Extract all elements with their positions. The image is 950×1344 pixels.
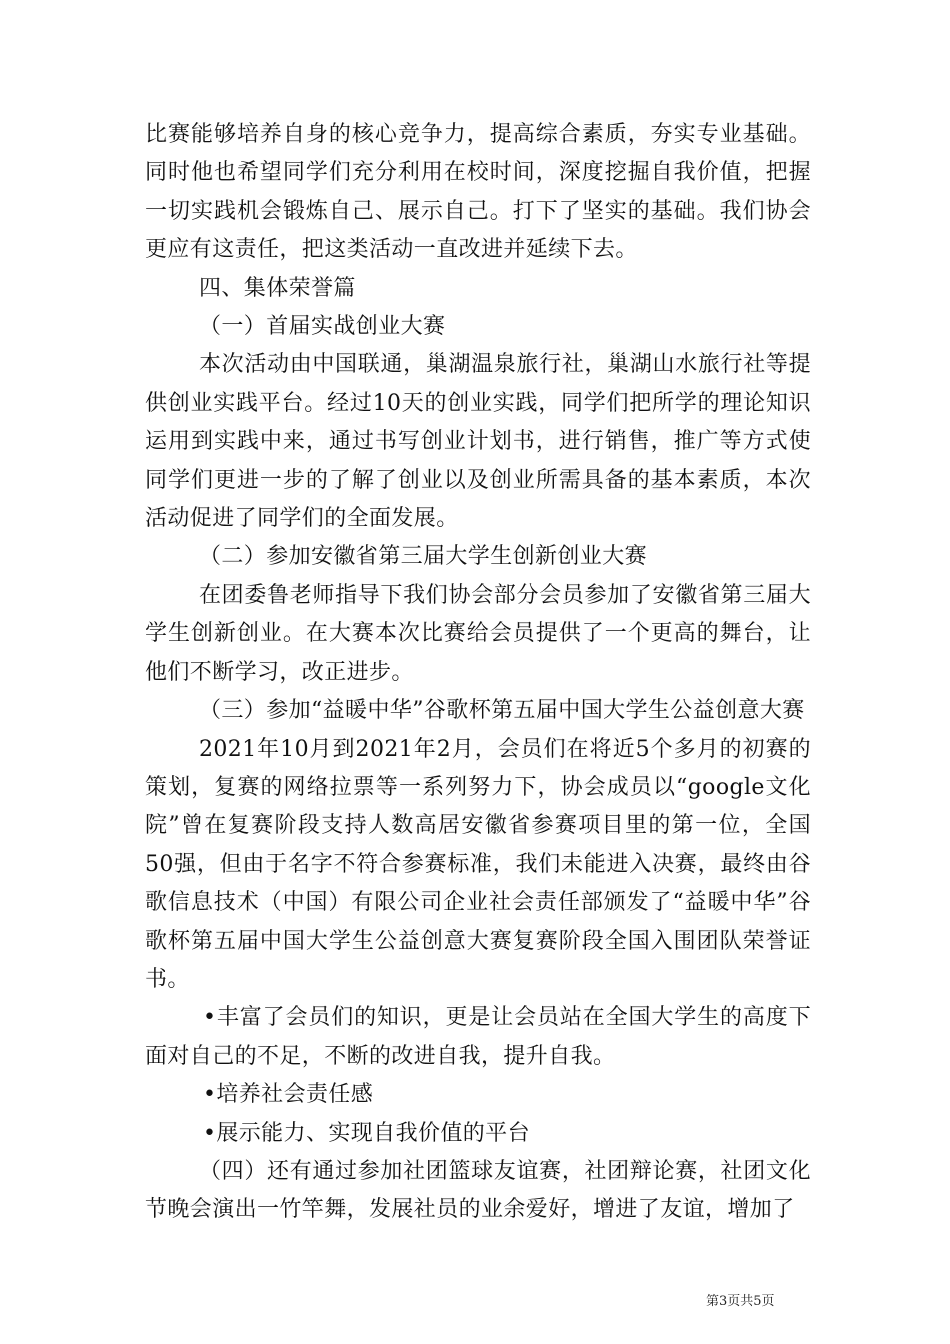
paragraph-continuation: 比赛能够培养自身的核心竞争力，提高综合素质，夯实专业基础。同时他也希望同学们充分利用在校时间，深度挖掘自我价值，把握一切实践机会锻炼自己、展示自己。打下了坚实的基础。我们协会更应有这责任，把这类活动一直改进并延续下去。 (145, 122, 811, 263)
paragraph-anhui-innovation-contest: 在团委鲁老师指导下我们协会部分会员参加了安徽省第三届大学生创新创业。在大赛本次比赛给会员提供了一个更高的舞台，让他们不断学习，改正进步。 (145, 582, 811, 685)
paragraph-entrepreneurship-contest: 本次活动由中国联通，巢湖温泉旅行社，巢湖山水旅行社等提供创业实践平台。经过10天的创业实践，同学们把所学的理论知识运用到实践中来，通过书写创业计划书，进行销售，推广等方式使同学们更进一步的了解了创业以及创业所需具备的基本素质，本次活动促进了同学们的全面发展。 (145, 352, 811, 532)
bullet-item-knowledge: •丰富了会员们的知识，更是让会员站在全国大学生的高度下面对自己的不足，不断的改进自我，提升自我。 (145, 1005, 811, 1069)
section-heading-collective-honors: 四、集体荣誉篇 (199, 275, 356, 301)
paragraph-google-cup-contest: 2021年10月到2021年2月，会员们在将近5个多月的初赛的策划，复赛的网络拉票等一系列努力下，协会成员以“google文化院”曾在复赛阶段支持人数高居安徽省参赛项目里的第一位，全国50强，但由于名字不符合参赛标准，我们未能进入决赛，最终由谷歌信息技术（中国）有限公司企业社会责任部颁发了“益暖中华”谷歌杯第五届中国大学生公益创意大赛复赛阶段全国入围团队荣誉证书。 (145, 736, 811, 992)
subheading-google-cup-contest: （三）参加“益暖中华”谷歌杯第五届中国大学生公益创意大赛 (199, 698, 805, 724)
bullet-item-social-responsibility: •培养社会责任感 (203, 1082, 374, 1108)
bullet-item-self-value: •展示能力、实现自我价值的平台 (203, 1120, 530, 1146)
page-number-footer: 第3页共5页 (706, 1294, 775, 1309)
subheading-anhui-innovation-contest: （二）参加安徽省第三届大学生创新创业大赛 (199, 544, 648, 570)
subheading-first-entrepreneurship-contest: （一）首届实战创业大赛 (199, 314, 446, 340)
paragraph-other-activities: （四）还有通过参加社团篮球友谊赛，社团辩论赛，社团文化节晚会演出一竹竿舞，发展社员的业余爱好，增进了友谊，增加了 (145, 1158, 811, 1223)
document-body (145, 116, 811, 1230)
